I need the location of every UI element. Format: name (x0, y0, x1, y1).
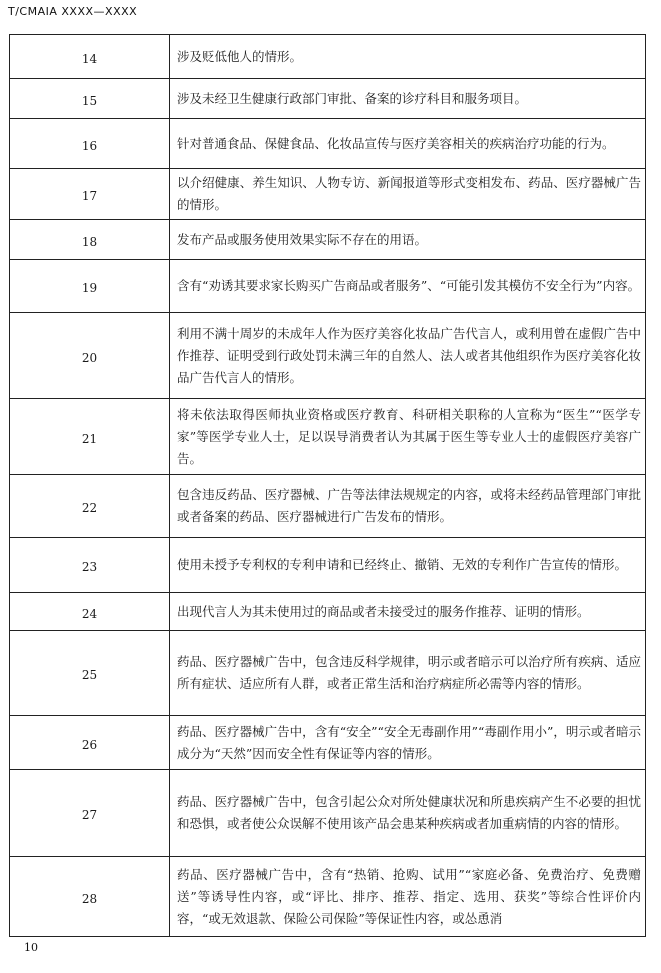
table-row (10, 260, 646, 313)
table-row (10, 770, 646, 857)
table-row (10, 79, 646, 119)
row-number: 21 (81, 431, 98, 446)
row-number: 26 (81, 737, 98, 752)
table-row (10, 119, 646, 169)
row-number-cell (10, 260, 170, 313)
table-row (10, 716, 646, 770)
row-number: 28 (81, 891, 98, 906)
row-number: 17 (81, 189, 98, 203)
row-description: 药品、医疗器械广告中，含有“热销、抢购、试用”“家庭必备、免费治疗、免费赠送”等诱导性内容，或“评比、排序、推荐、指定、选用、获奖”等综合性评价内容，“或无效退款、保险公司保险”等保证性内容，或怂恿消 (170, 857, 646, 937)
row-description: 药品、医疗器械广告中，包含违反科学规律，明示或者暗示可以治疗所有疾病、适应所有症状、适应所有人群，或者正常生活和治疗病症所必需等内容的情形。 (170, 631, 646, 716)
row-description: 出现代言人为其未使用过的商品或者未接受过的服务作推荐、证明的情形。 (170, 593, 646, 631)
row-number-cell (10, 119, 170, 169)
row-description: 涉及未经卫生健康行政部门审批、备案的诊疗科目和服务项目。 (170, 79, 646, 119)
row-number: 27 (81, 808, 98, 822)
row-number: 22 (81, 501, 98, 515)
prohibited-content-table (9, 34, 646, 937)
table-row (10, 538, 646, 593)
table-row (10, 399, 646, 475)
table-row (10, 631, 646, 716)
row-number-cell (10, 631, 170, 716)
table-row (10, 35, 646, 79)
row-number: 14 (81, 51, 98, 66)
row-number: 23 (81, 560, 98, 574)
row-number: 24 (81, 606, 98, 621)
row-number-cell (10, 399, 170, 475)
row-number: 16 (81, 138, 98, 153)
row-number-cell (10, 169, 170, 220)
row-number-cell (10, 220, 170, 260)
document-standard-code: T/CMAIA XXXX—XXXX (8, 5, 138, 18)
row-description: 利用不满十周岁的未成年人作为医疗美容化妆品广告代言人，或利用曾在虚假广告中作推荐、证明受到行政处罚未满三年的自然人、法人或者其他组织作为医疗美容化妆品广告代言人的情形。 (170, 313, 646, 399)
row-description: 将未依法取得医师执业资格或医疗教育、科研相关职称的人宣称为“医生”“医学专家”等医学专业人士，足以误导消费者认为其属于医生等专业人士的虚假医疗美容广告。 (170, 399, 646, 475)
row-number-cell (10, 35, 170, 79)
page-number: 10 (24, 941, 38, 954)
row-number: 18 (81, 234, 98, 249)
row-number-cell (10, 313, 170, 399)
row-number: 25 (81, 668, 98, 682)
row-description: 以介绍健康、养生知识、人物专访、新闻报道等形式变相发布、药品、医疗器械广告的情形。 (170, 169, 646, 220)
row-number: 19 (81, 281, 98, 295)
table-row (10, 475, 646, 538)
row-number-cell (10, 716, 170, 770)
row-description: 药品、医疗器械广告中，含有“安全”“安全无毒副作用”“毒副作用小”，明示或者暗示成分为“天然”因而安全性有保证等内容的情形。 (170, 716, 646, 770)
row-number: 15 (81, 93, 98, 108)
row-description: 含有“劝诱其要求家长购买广告商品或者服务”、“可能引发其模仿不安全行为”内容。 (170, 260, 646, 313)
table-row (10, 593, 646, 631)
row-number-cell (10, 593, 170, 631)
table-row (10, 857, 646, 937)
row-description: 药品、医疗器械广告中，包含引起公众对所处健康状况和所患疾病产生不必要的担忧和恐惧，或者使公众误解不使用该产品会患某种疾病或者加重病情的内容的情形。 (170, 770, 646, 857)
table-row (10, 220, 646, 260)
table-row (10, 313, 646, 399)
row-number: 20 (81, 350, 98, 365)
table-row (10, 169, 646, 220)
row-description: 包含违反药品、医疗器械、广告等法律法规规定的内容，或将未经药品管理部门审批或者备案的药品、医疗器械进行广告发布的情形。 (170, 475, 646, 538)
row-number-cell (10, 857, 170, 937)
row-description: 涉及贬低他人的情形。 (170, 35, 646, 79)
row-description: 使用未授予专利权的专利申请和已经终止、撤销、无效的专利作广告宣传的情形。 (170, 538, 646, 593)
row-description: 发布产品或服务使用效果实际不存在的用语。 (170, 220, 646, 260)
row-number-cell (10, 79, 170, 119)
row-number-cell (10, 475, 170, 538)
row-number-cell (10, 538, 170, 593)
row-description: 针对普通食品、保健食品、化妆品宣传与医疗美容相关的疾病治疗功能的行为。 (170, 119, 646, 169)
row-number-cell (10, 770, 170, 857)
